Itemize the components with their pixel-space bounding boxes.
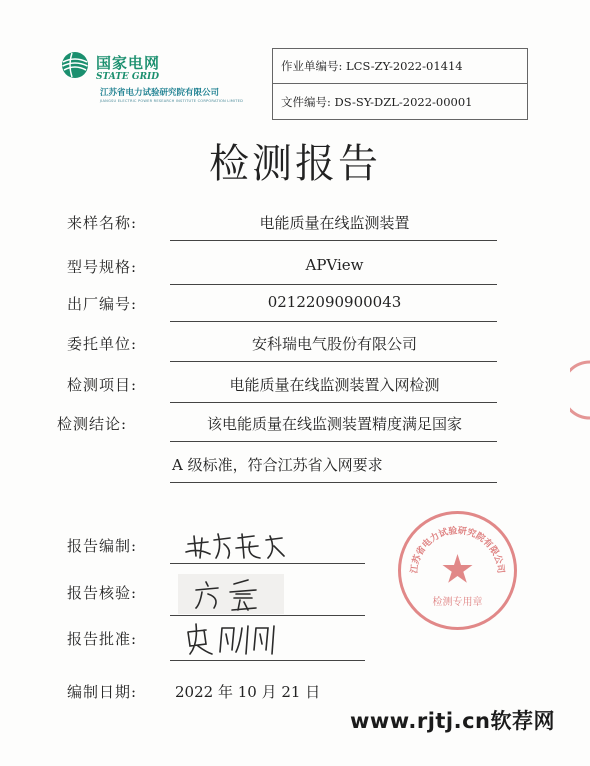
field-underline xyxy=(170,240,497,241)
field-label-conclusion: 检测结论: xyxy=(57,415,128,433)
field-underline xyxy=(170,321,497,322)
site-watermark: www.rjtj.cn软荐网 xyxy=(350,709,556,733)
date-label: 编制日期: xyxy=(67,683,138,701)
field-label-client: 委托单位: xyxy=(67,335,138,353)
prepared-by-label: 报告编制: xyxy=(67,537,138,555)
field-value-sample-name: 电能质量在线监测装置 xyxy=(259,214,410,232)
field-value-serial: 02122090900043 xyxy=(267,293,402,311)
field-label-model: 型号规格: xyxy=(67,258,138,276)
prepared-signature xyxy=(180,530,290,564)
conclusion-line-2: A 级标准，符合江苏省入网要求 xyxy=(172,456,383,474)
field-underline xyxy=(170,441,497,442)
conclusion-line-1: 该电能质量在线监测装置精度满足国家 xyxy=(206,415,462,433)
document-id-box xyxy=(272,48,528,120)
globe-icon xyxy=(60,50,90,80)
org-en-name: JIANGSU ELECTRIC POWER RESEARCH INSTITUTE CORPORATION LIMITED xyxy=(100,99,244,103)
approved-by-label: 报告批准: xyxy=(67,630,138,648)
svg-text:检测专用章: 检测专用章 xyxy=(432,597,483,608)
field-underline xyxy=(170,361,497,362)
field-value-test-item: 电能质量在线监测装置入网检测 xyxy=(229,376,440,394)
field-underline xyxy=(170,402,497,403)
field-underline xyxy=(170,482,497,483)
field-value-client: 安科瑞电气股份有限公司 xyxy=(251,335,417,353)
state-grid-logo xyxy=(60,48,270,108)
edge-seal-fragment xyxy=(570,360,590,420)
approved-signature xyxy=(180,620,290,660)
org-cn-name: 江苏省电力试验研究院有限公司 xyxy=(100,88,220,98)
signature-underline xyxy=(170,615,365,616)
field-label-sample-name: 来样名称: xyxy=(67,214,138,232)
reviewed-by-label: 报告核验: xyxy=(67,584,138,602)
reviewed-signature xyxy=(178,572,286,616)
logo-cn-text: 国家电网 xyxy=(96,54,161,72)
report-title: 检测报告 xyxy=(209,141,381,187)
signature-underline xyxy=(170,563,365,564)
field-label-serial: 出厂编号: xyxy=(67,295,138,313)
official-seal-stamp xyxy=(395,508,520,633)
work-order-number: 作业单编号: LCS-ZY-2022-01414 xyxy=(273,49,527,84)
field-label-test-item: 检测项目: xyxy=(67,376,138,394)
signature-underline xyxy=(170,660,365,661)
logo-en-text: STATE GRID xyxy=(96,72,160,82)
date-value: 2022 年 10 月 21 日 xyxy=(175,683,321,701)
field-value-model: APView xyxy=(305,256,364,274)
svg-text:江苏省电力试验研究院有限公司: 江苏省电力试验研究院有限公司 xyxy=(409,526,506,574)
file-number: 文件编号: DS-SY-DZL-2022-00001 xyxy=(281,95,473,109)
field-underline xyxy=(170,284,497,285)
